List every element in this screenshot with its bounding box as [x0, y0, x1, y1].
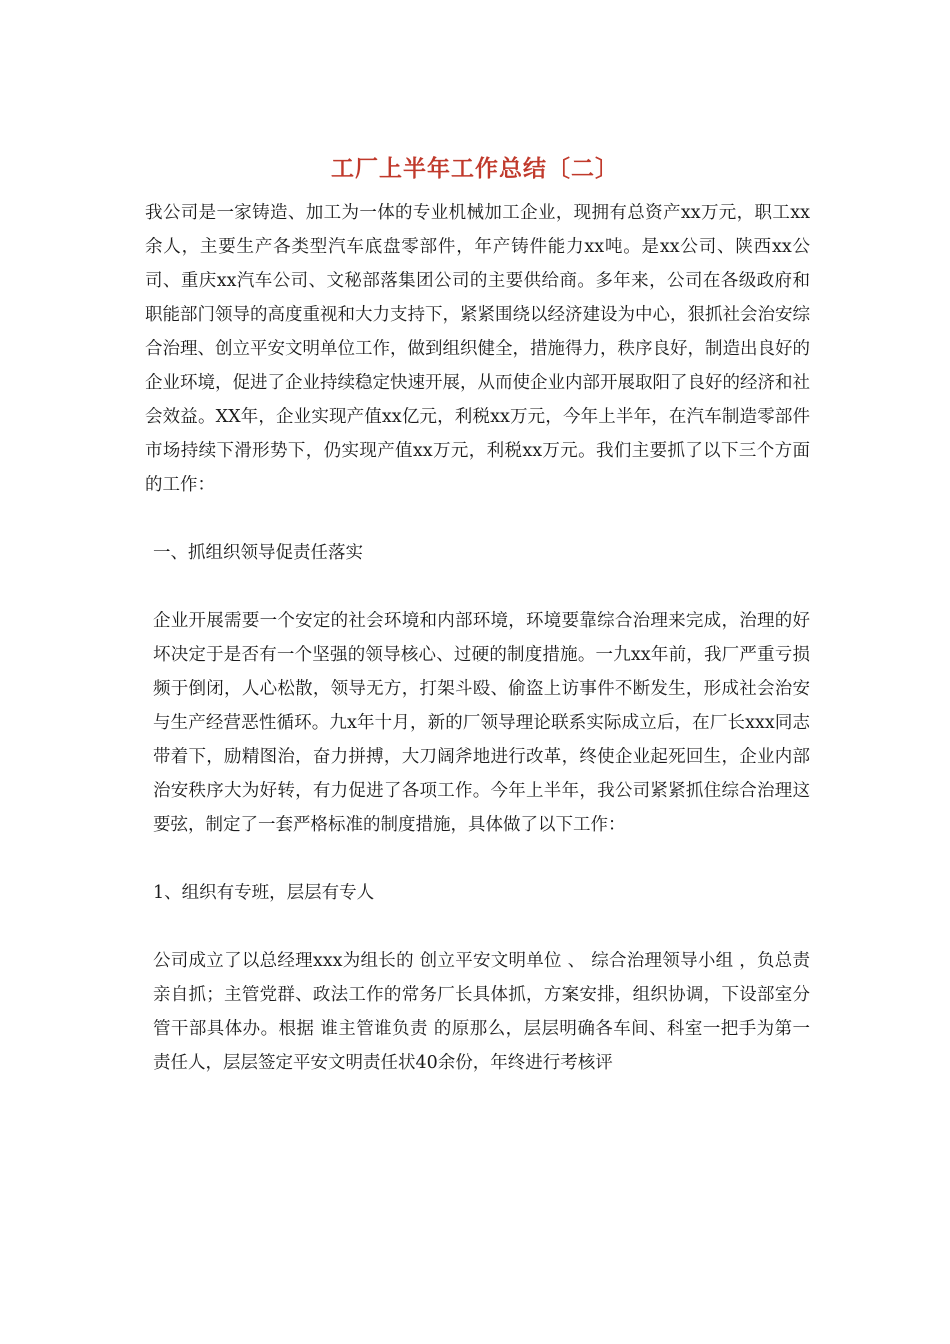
paragraph-intro: 我公司是一家铸造、加工为一体的专业机械加工企业，现拥有总资产xx万元，职工xx余人，主要生产各类型汽车底盘零部件，年产铸件能力xx吨。是xx公司、陕西xx公司、重庆xx汽车公司、文秘部落集团公司的主要供给商。多年来，公司在各级政府和职能部门领导的高度重视和大力支持下，紧紧围绕以经济建设为中心，狠抓社会治安综合治理、创立平安文明单位工作，做到组织健全，措施得力，秩序良好，制造出良好的企业环境，促进了企业持续稳定快速开展，从而使企业内部开展取阳了良好的经济和社会效益。XX年，企业实现产值xx亿元，利税xx万元，今年上半年，在汽车制造零部件市场持续下滑形势下，仍实现产值xx万元，利税xx万元。我们主要抓了以下三个方面的工作： — [145, 203, 810, 495]
paragraph-spacer — [145, 910, 810, 944]
paragraph-spacer — [145, 842, 810, 876]
document-body — [145, 196, 810, 1080]
paragraph-section-1: 企业开展需要一个安定的社会环境和内部环境，环境要靠综合治理来完成，治理的好坏决定于是否有一个坚强的领导核心、过硬的制度措施。一九xx年前，我厂严重亏损频于倒闭，人心松散，领导无方，打架斗殴、偷盗上访事件不断发生，形成社会治安与生产经营恶性循环。九x年十月，新的厂领导理论联系实际成立后，在厂长xxx同志带着下，励精图治，奋力拼搏，大刀阔斧地进行改革，终使企业起死回生，企业内部治安秩序大为好转，有力促进了各项工作。今年上半年，我公司紧紧抓住综合治理这要弦，制定了一套严格标准的制度措施，具体做了以下工作： — [153, 611, 810, 835]
paragraph-spacer — [145, 502, 810, 536]
paragraph-subsection-1: 公司成立了以总经理xxx为组长的 创立平安文明单位 、 综合治理领导小组 ，负总责亲自抓；主管党群、政法工作的常务厂长具体抓，方案安排，组织协调，下设部室分管干部具体办。根据 谁主管谁负责 的原那么，层层明确各车间、科室一把手为第一责任人，层层签定平安文明责任状40余份，年终进行考核评 — [153, 951, 810, 1073]
subsection-heading-1: 1、组织有专班，层层有专人 — [153, 883, 375, 903]
document-title: 工厂上半年工作总结〔二〕 — [331, 156, 619, 182]
paragraph-spacer — [145, 570, 810, 604]
section-heading-1: 一、抓组织领导促责任落实 — [153, 543, 363, 563]
